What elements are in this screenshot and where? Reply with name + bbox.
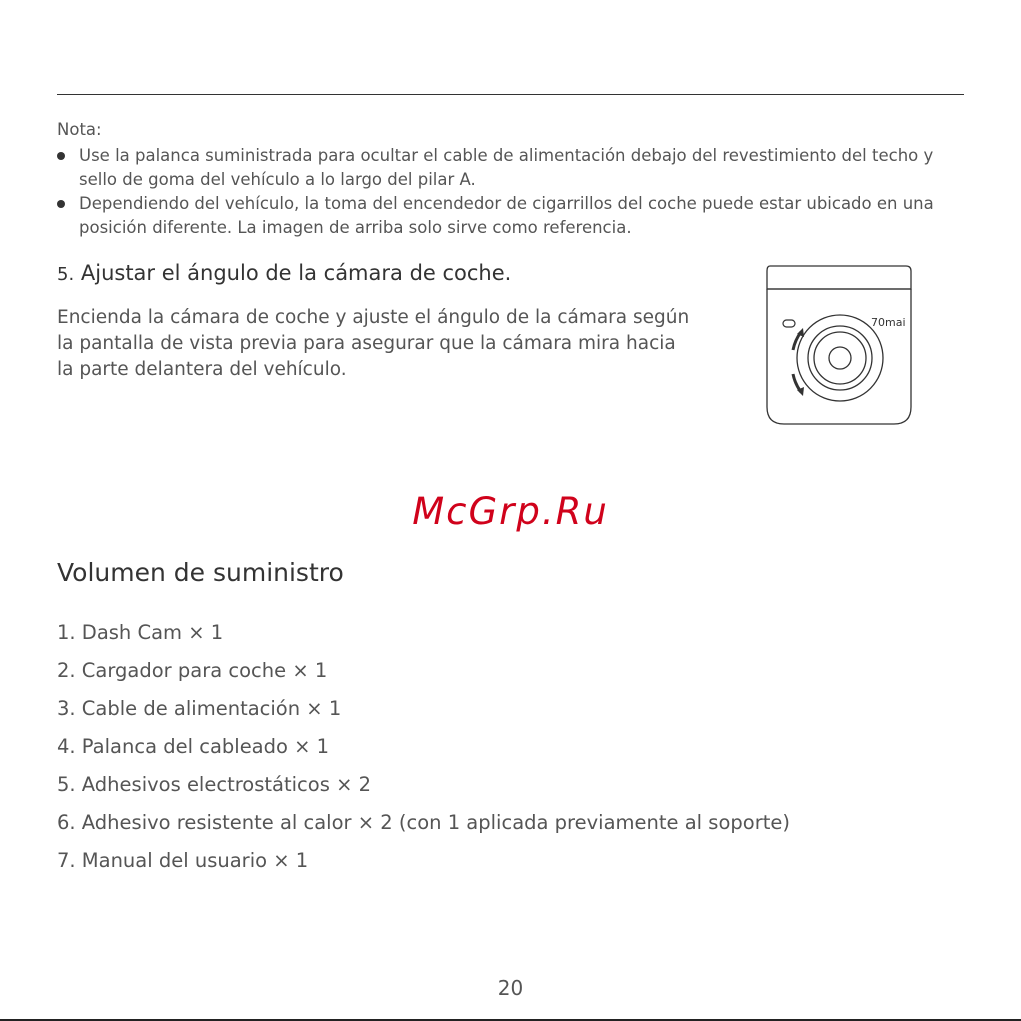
step-title: [57, 261, 511, 285]
camera-brand-label: 70mai: [871, 316, 906, 329]
supply-list: [57, 617, 790, 883]
lens-icon: [797, 315, 883, 401]
note-block: [57, 118, 967, 240]
step-title-text: Ajustar el ángulo de la cámara de coche.: [80, 261, 512, 285]
step-body: Encienda la cámara de coche y ajuste el ángulo de la cámara según la pantalla de vista previa para asegurar que la cámara mira hacia la parte delantera del vehículo.: [57, 307, 690, 380]
note-item: [57, 192, 967, 240]
note-item-text: Use la palanca suministrada para ocultar el cable de alimentación debajo del revestimiento del techo y sello de goma del vehículo a lo largo del pilar A.: [79, 146, 934, 189]
bullet-icon: [57, 200, 65, 208]
page-number: 20: [497, 976, 524, 1000]
note-label: Nota:: [57, 120, 102, 139]
led-indicator: [783, 320, 795, 327]
step-number: 5.: [57, 264, 75, 285]
bullet-icon: [57, 152, 65, 160]
supply-item: 1. Dash Cam × 1: [57, 621, 224, 644]
dash-cam-illustration: [760, 262, 915, 428]
note-list: [57, 144, 967, 240]
supply-item: 4. Palanca del cableado × 1: [57, 735, 330, 758]
supply-item: 2. Cargador para coche × 1: [57, 659, 328, 682]
top-divider: [57, 94, 964, 95]
supply-item: 7. Manual del usuario × 1: [57, 849, 309, 872]
note-item-text: Dependiendo del vehículo, la toma del encendedor de cigarrillos del coche puede estar ubicado en una posición diferente. La imagen de arriba solo sirve como referencia.: [79, 194, 934, 237]
watermark: McGrp.Ru: [412, 490, 609, 533]
supply-item: 5. Adhesivos electrostáticos × 2: [57, 773, 372, 796]
section-title: Volumen de suministro: [57, 558, 344, 587]
supply-item: 3. Cable de alimentación × 1: [57, 697, 342, 720]
supply-item: 6. Adhesivo resistente al calor × 2 (con 1 aplicada previamente al soporte): [57, 811, 790, 834]
note-item: [57, 144, 967, 192]
